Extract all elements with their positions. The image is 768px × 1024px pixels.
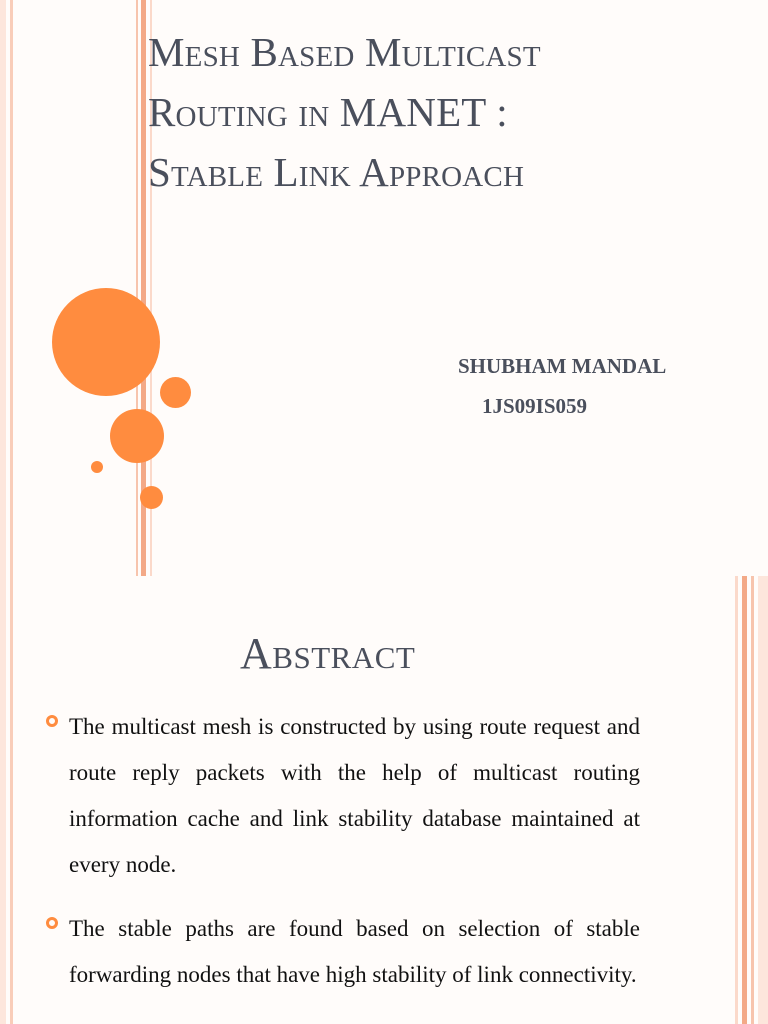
slide-title-line: Routing in MANET : xyxy=(148,89,508,135)
bullet-text: The multicast mesh is constructed by using route request and route reply packets with the help of multicast routing information cache and link stability database maintained at every node. xyxy=(69,714,640,877)
list-item xyxy=(40,704,640,888)
slide-title-line: Mesh Based Multicast xyxy=(148,29,541,75)
tiny-circle-decoration xyxy=(91,461,103,473)
small-circle-decoration xyxy=(160,377,191,408)
decorative-stripe xyxy=(758,576,768,1024)
bullet-list xyxy=(40,704,640,1016)
slide-title-line: Stable Link Approach xyxy=(148,149,525,195)
bullet-text: The stable paths are found based on selection of stable forwarding nodes that have high stability of link connectivity. xyxy=(69,916,640,987)
author-id: 1JS09IS059 xyxy=(482,394,588,418)
decorative-stripe xyxy=(0,576,6,1024)
list-item xyxy=(40,906,640,998)
abstract-title: Abstract xyxy=(240,629,416,678)
decorative-stripe xyxy=(0,0,6,576)
decorative-stripe xyxy=(136,0,138,576)
decorative-stripe xyxy=(742,576,747,1024)
bullet-ring-icon xyxy=(46,715,58,727)
bullet-ring-icon xyxy=(46,917,58,929)
small-circle-decoration xyxy=(140,486,163,509)
decorative-stripe xyxy=(751,576,754,1024)
decorative-stripe xyxy=(10,576,13,1024)
medium-circle-decoration xyxy=(110,409,164,463)
decorative-stripe xyxy=(10,0,13,576)
large-circle-decoration xyxy=(52,288,160,396)
abstract-slide xyxy=(0,576,768,1024)
decorative-stripe xyxy=(735,576,738,1024)
slide-title xyxy=(148,22,758,202)
author-name: SHUBHAM MANDAL xyxy=(458,354,667,378)
